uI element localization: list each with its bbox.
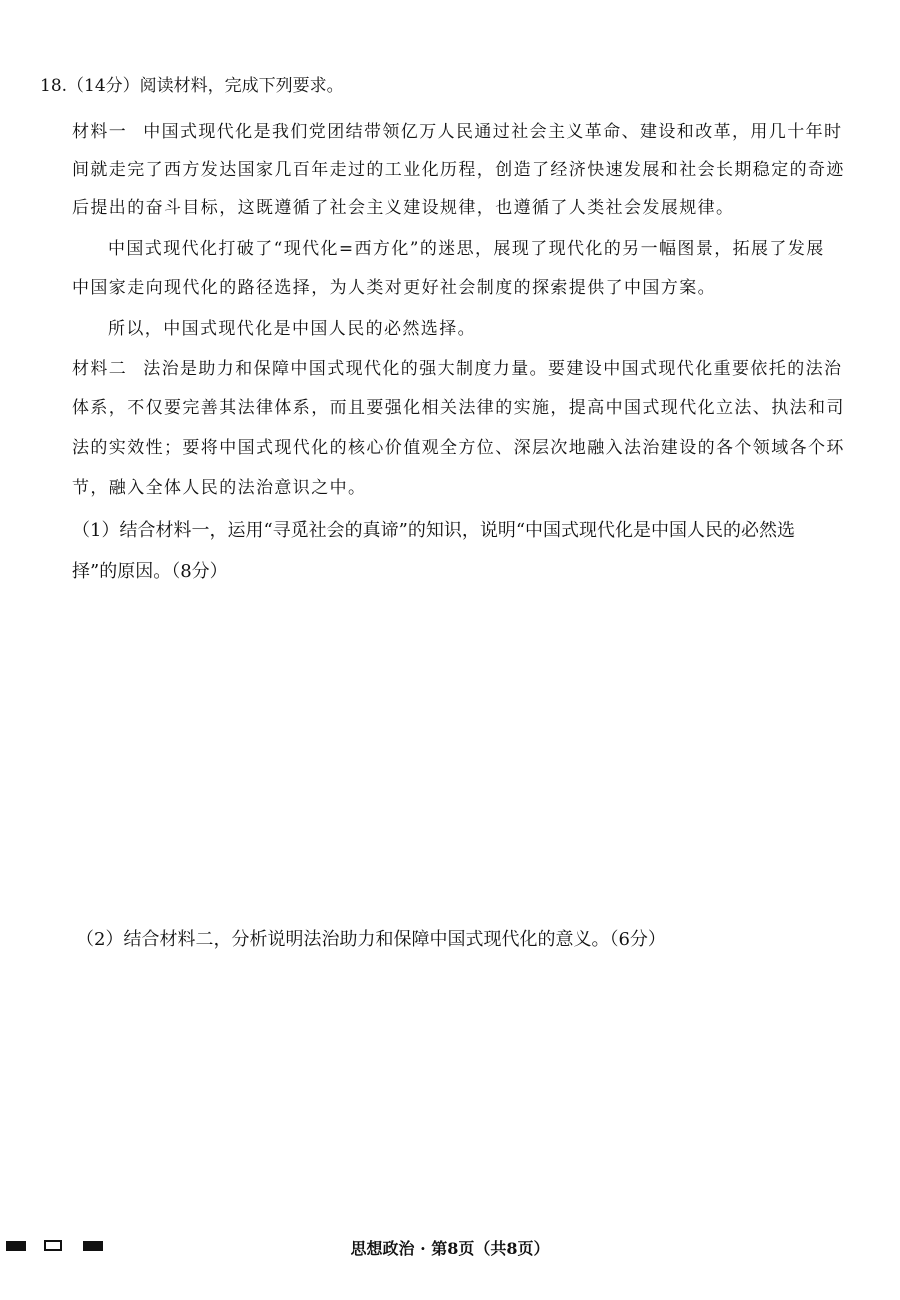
material-one-paragraph-2-line-2: 中国家走向现代化的路径选择，为人类对更好社会制度的探索提供了中国方案。 [72,278,716,298]
material-two-line-3: 法的实效性；要将中国式现代化的核心价值观全方位、深层次地融入法治建设的各个领域各个环 [72,438,845,458]
material-two-line-2: 体系，不仅要完善其法律体系，而且要强化相关法律的实施，提高中国式现代化立法、执法和司 [72,398,845,418]
material-two-label: 材料二 [72,359,128,379]
page-footer: 思想政治 · 第8页（共8页） [350,1239,550,1258]
material-one-paragraph-1-line-2: 间就走完了西方发达国家几百年走过的工业化历程，创造了经济快速发展和社会长期稳定的奇迹 [72,160,845,180]
material-two-text: 法治是助力和保障中国式现代化的强大制度力量。要建设中国式现代化重要依托的法治 [143,359,843,379]
material-one-paragraph-1-line-1 [72,120,842,144]
material-one-label: 材料一 [72,122,128,142]
sub-question-1-line-1: （1）结合材料一，运用“寻觅社会的真谛”的知识，说明“中国式现代化是中国人民的必然选 [72,520,796,541]
material-two-line-4: 节，融入全体人民的法治意识之中。 [72,478,367,498]
sub-question-2: （2）结合材料二，分析说明法治助力和保障中国式现代化的意义。（6分） [76,929,666,950]
material-one-paragraph-2-line-1: 中国式现代化打破了“现代化=西方化”的迷思，展现了现代化的另一幅图景，拓展了发展 [108,239,825,259]
sub-question-1-line-2: 择”的原因。（8分） [72,561,228,582]
material-one-paragraph-3: 所以，中国式现代化是中国人民的必然选择。 [108,319,476,339]
material-one-text: 中国式现代化是我们党团结带领亿万人民通过社会主义革命、建设和改革，用几十年时 [143,122,843,142]
question-heading: 18.（14分）阅读材料，完成下列要求。 [40,76,344,96]
material-two-line-1 [72,357,842,381]
material-one-paragraph-1-line-3: 后提出的奋斗目标，这既遵循了社会主义建设规律，也遵循了人类社会发展规律。 [72,198,735,218]
